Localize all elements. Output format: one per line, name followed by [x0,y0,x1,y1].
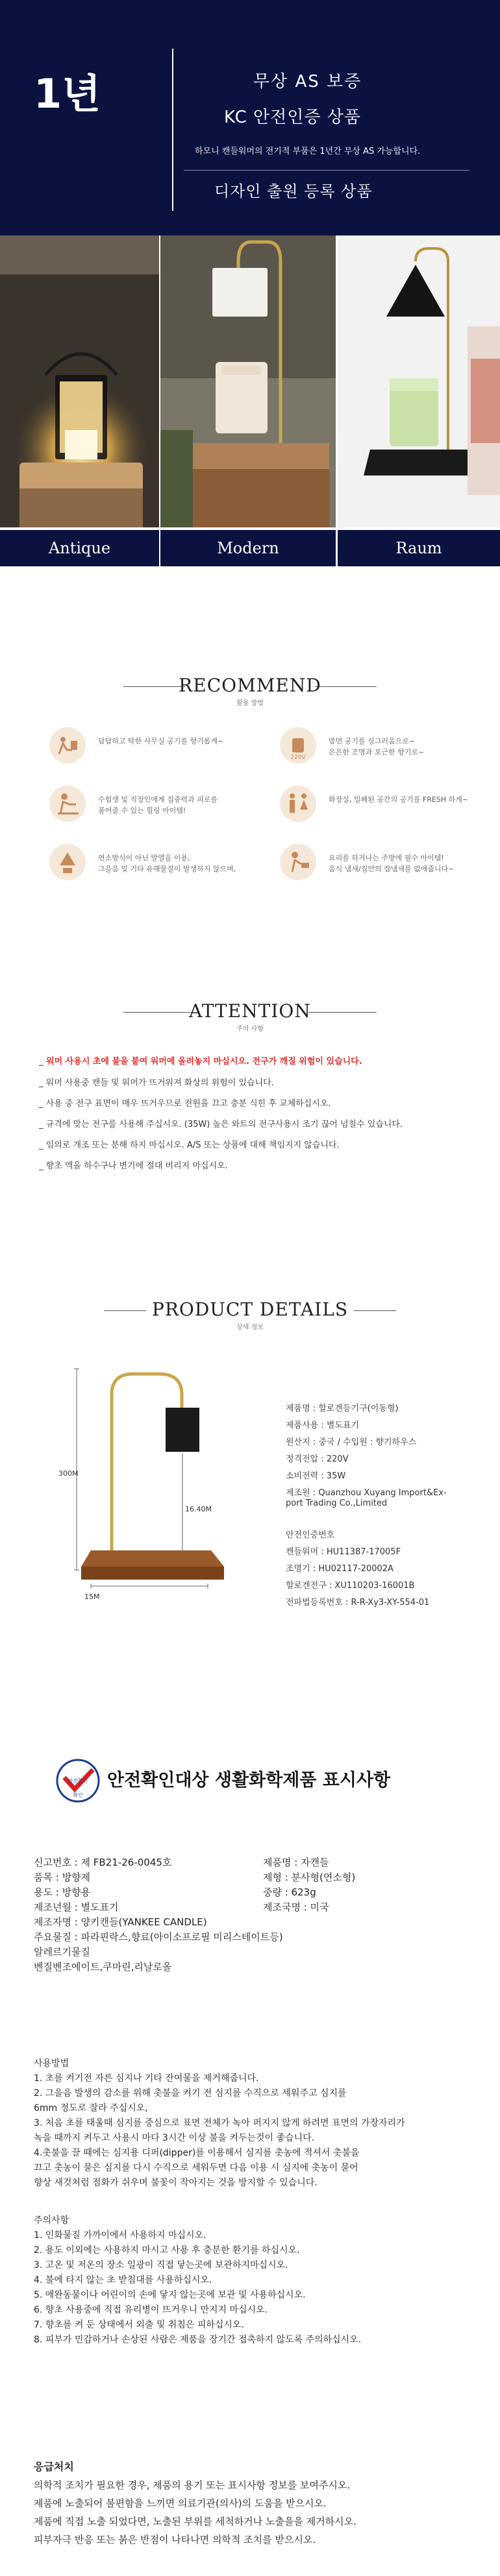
safety-info: 용도 : 방향용 [34,1886,91,1898]
recommend-subtitle: 활용 방법 [236,700,264,707]
recommend-text: 요리를 하거나는 주방에 필수 아이템! [329,854,444,862]
attention-subtitle: 주의 사항 [236,1026,264,1033]
attention-title: ATTENTION [189,1000,311,1022]
caution-line: 7. 향초를 켜 둔 상태에서 외출 및 취침은 피하십시오. [34,2320,244,2330]
firstaid-line: 제품에 노출되어 불편함을 느끼면 의료기관(의사)의 도움을 받으시오. [34,2498,327,2509]
spec-line: 정격전압 : 220V [286,1454,349,1464]
firstaid-line: 의학적 조치가 필요한 경우, 제품의 용기 또는 표시사항 정보를 보여주시오. [34,2479,351,2491]
firstaid-title: 응급처치 [34,2461,74,2473]
attention-item: _ 사용 중 전구 표면이 매우 뜨거우므로 전원을 끄고 충분 식힌 후 교체하십시오. [39,1099,331,1109]
warranty-banner [0,0,500,235]
antique-lamp-image [0,235,159,527]
safety-title: 안전확인대상 생활화학제품 표시사항 [107,1770,391,1790]
lamp-icon [49,843,86,881]
badge-text: 확인 [73,1792,83,1798]
safety-info: 제품명 : 자캔들 [263,1857,329,1868]
firstaid-line: 피부자극 반응 또는 붉은 반점이 나타나면 의학적 조치를 받으시오. [34,2534,316,2546]
spec-line: 제조원 : Quanzhou Xuyang Import&Ex- [286,1488,447,1498]
cooking-icon [279,843,317,881]
width-label: 15M [84,1593,100,1601]
attention-item: _ 임의로 개조 또는 분해 하지 마십시오. A/S 또는 상품에 대해 책임지지 않습니다. [39,1140,340,1150]
badge-text: 안전확인 [68,1778,88,1784]
spec-line: 원산지 : 중국 / 수입원 : 향기하우스 [286,1438,417,1447]
spec-line: 안전인증번호 [286,1530,335,1540]
safety-info: 벤질벤조에이트,쿠마린,리날로올 [34,1961,172,1973]
attention-item: _ 향초 액을 하수구나 변기에 절대 버리지 마십시오. [39,1161,228,1171]
caution-line: 8. 피부가 민감하거나 손상된 사람은 제품을 장기간 접촉하지 않도록 주의하십시오. [34,2335,362,2345]
product-dimension-diagram [52,1356,253,1609]
safety-info: 제조국명 : 미국 [263,1901,329,1913]
recommend-item [49,785,263,824]
recommend-text: 은은한 조명과 포근한 향기로~ [329,748,425,756]
recommend-item [49,843,263,882]
spec-line: 제품사용 : 별도표기 [286,1421,360,1430]
safety-info: 알레르기물질 [34,1946,90,1958]
recommend-item [279,727,494,765]
safety-info: 제형 : 분사형(연소형) [263,1872,356,1883]
kc-cert-line: KC 안전인증 상품 [224,108,362,127]
product-label-modern: Modern [160,530,336,566]
safety-info: 주요물질 : 파라핀락스,향료(아이소프로필 미리스테이트등) [34,1931,283,1943]
recommend-text: 수험생 및 직장인에게 집중력과 피로를 [98,795,218,804]
candle-person-icon [49,727,86,764]
usage-line: 1. 초를 켜기전 자른 심지나 기타 잔여물을 제거해줍니다. [34,2073,259,2084]
divider [184,170,469,171]
caution-line: 1. 인화물질 가까이에서 사용하지 마십시오. [34,2230,206,2241]
spec-line: 소비전력 : 35W [286,1471,346,1481]
product-photo-raum [338,235,500,527]
product-photo-antique [0,235,159,527]
usage-title: 사용방법 [34,2058,69,2069]
details-subtitle: 상세 정보 [236,1324,264,1331]
modern-lamp-image [160,235,336,527]
recommend-item [49,727,263,765]
attention-item: _ 워머 사용시 초에 불을 붙여 워머에 올려놓지 마십시오. 전구가 깨질 위험이 있습니다. [39,1057,362,1066]
warranty-year: 1년 [34,70,101,117]
spec-line: port Trading Co.,Limited [286,1499,388,1508]
recommend-text: 밤먼 공기를 싱그러움으로~ [329,737,416,745]
warranty-line: 무상 AS 보증 [253,72,362,91]
recommend-text: 풀어줄 수 있는 힐링 아이템! [98,806,186,815]
recommend-text: 음식 냄새/집안의 잡냄새를 없애줍니다~ [329,865,455,873]
caution-line: 3. 고온 및 저온의 장소 일광이 직접 닿는곳에 보관하지마십시오. [34,2260,288,2270]
spec-line: 할로겐전구 : XU110203-16001B [286,1581,415,1591]
firstaid-line: 제품에 직접 노출 되었다면, 노출된 부위를 세척하거나 노출을을 제거하시오. [34,2516,356,2527]
safety-info: 제조년월 : 별도표기 [34,1901,119,1913]
recommend-text: 답답하고 탁한 사무실 공기를 향기롭게~ [98,737,224,745]
caution-title: 주의사항 [34,2215,69,2226]
recommend-text: 연소방식이 아닌 발열을 이용, [98,854,190,862]
restroom-icon [279,785,317,823]
usage-line: 6mm 정도로 잘라 주십시오, [34,2103,148,2113]
height-label: 300M [58,1469,79,1478]
recommend-item [279,785,494,824]
usage-line: 향상 새것처럼 점화가 쉬우며 불꽃이 작아지는 것을 방지할 수 있습니다. [34,2178,318,2188]
raum-lamp-image [338,235,500,527]
details-title: PRODUCT DETAILS [151,1299,348,1320]
safety-info: 중량 : 623g [263,1886,316,1898]
product-label-antique: Antique [0,530,159,566]
svg-text:220V: 220V [290,754,306,761]
attention-item: _ 워머 사용중 캔들 및 워머가 뜨거워져 화상의 위험이 있습니다. [39,1078,274,1088]
caution-line: 5. 애완동물이나 어린이의 손에 닿지 않는곳에 보관 및 사용하십시오. [34,2290,306,2300]
usage-line: 4.촛불을 끌 때에는 심지용 디퍼(dipper)를 이용해서 심지를 촛농에 적셔서 촛불을 [34,2148,360,2158]
usage-line: 녹을 때까지 켜두고 사용시 마다 3시간 이상 불을 켜두는것이 좋습니다. [34,2133,315,2143]
caution-line: 4. 불에 타지 않는 초 받침대를 사용하십시오. [34,2275,212,2285]
study-person-icon [49,785,86,823]
caution-line: 6. 향초 사용중에 직접 유리병이 뜨거우니 만지지 마십시오. [34,2305,268,2315]
spec-line: 캔들워머 : HU11387-17005F [286,1547,401,1557]
spec-line: 조명기 : HU02117-20002A [286,1564,394,1574]
safety-info: 제조자명 : 양키캔들(YANKEE CANDLE) [34,1916,207,1928]
safety-info: 품목 : 방향제 [34,1872,91,1883]
recommend-item [279,843,494,882]
design-line: 디자인 출원 등록 상품 [214,182,373,200]
recommend-title: RECOMMEND [179,675,321,696]
inner-height-label: 16.40M [185,1505,212,1513]
warranty-subtitle: 하모니 캔들워머의 전기적 부품은 1년간 무상 AS 가능합니다. [195,147,421,156]
caution-line: 2. 용도 이외에는 사용하지 마시고 사용 후 충분한 환기를 하십시오. [34,2245,300,2256]
usage-line: 2. 그을음 발생의 감소를 위해 촛불을 켜기 전 심지를 수직으로 세워주고 심지를 [34,2088,347,2099]
safety-check-badge-icon [55,1758,101,1803]
usage-line: 끄고 촛농이 묻은 심지를 다시 수직으로 세워두면 다음 이용 시 심지에 촛농이 묻어 [34,2163,358,2173]
spec-line: 전파법등록번호 : R-R-Xy3-XY-554-01 [286,1598,430,1607]
attention-item: _ 규격에 맞는 전구를 사용해 주십시오. (35W) 높은 와트의 전구사용시 조기 끊어 넘칠수 있습니다. [39,1120,403,1129]
recommend-text: 그을음 및 기타 유해물질이 발생하지 않으며, [98,865,236,873]
product-photo-modern [160,235,336,527]
divider [172,49,173,211]
product-label-raum: Raum [338,530,500,566]
spec-line: 제품명 : 할로겐등기구(이동형) [286,1404,399,1414]
usage-line: 3. 처음 초를 태울때 심지를 중심으로 표면 전체가 녹아 퍼지지 않게 하려면 표면의 가장자리가 [34,2118,405,2128]
recommend-text: 화장실, 밀폐된 공간의 공기를 FRESH 하게~ [329,795,469,804]
plug-220v-icon [279,727,317,764]
safety-info: 신고번호 : 제 FB21-26-0045호 [34,1857,172,1868]
